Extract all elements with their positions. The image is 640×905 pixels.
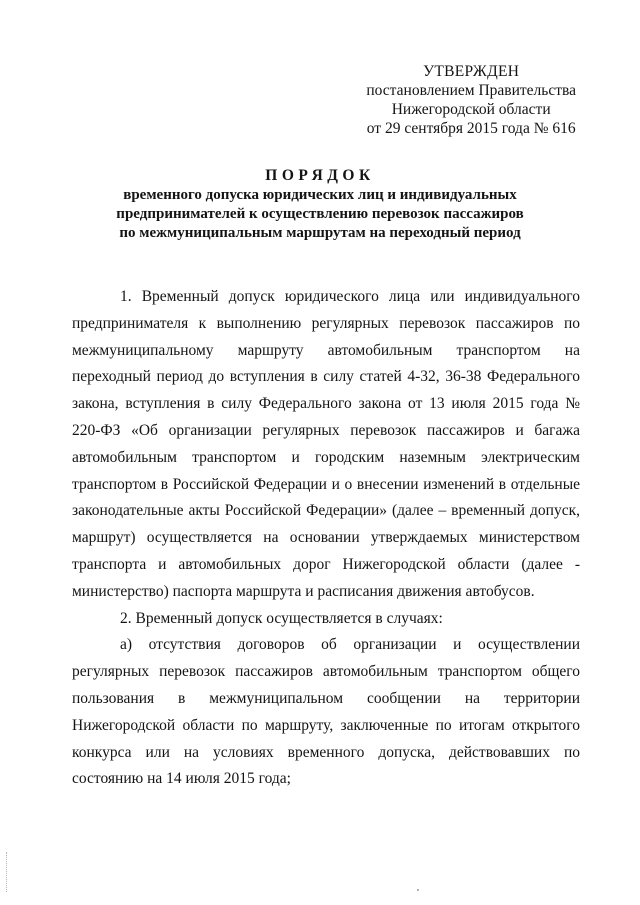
document-heading: ПОРЯДОК xyxy=(265,167,375,184)
document-title xyxy=(70,166,570,243)
scan-margin-mark xyxy=(6,852,8,892)
approval-stamp xyxy=(366,62,576,138)
title-line-1: временного допуска юридических лиц и индивидуальных xyxy=(123,187,517,203)
title-line-3: по межмуниципальным маршрутам на переходный период xyxy=(119,225,521,241)
approval-date-number: от 29 сентября 2015 года № 616 xyxy=(366,120,576,137)
paragraph-1: 1. Временный допуск юридического лица или индивидуального предпринимателя к выполнению регулярных перевозок пассажиров по межмуниципальному маршруту автомобильным транспортом на переходный период до вступления в силу статей 4-32, 36-38 Федерального закона, вступления в силу Федерального закона от 13 июля 2015 года № 220-ФЗ «Об организации регулярных перевозок пассажиров и багажа автомобильным транспортом и городским наземным электрическим транспортом в Российской Федерации и о внесении изменений в отдельные законодательные акты Российской Федерации» (далее – временный допуск, маршрут) осуществляется на основании утверждаемых министерством транспорта и автомобильных дорог Нижегородской области (далее - министерство) паспорта маршрута и расписания движения автобусов. xyxy=(72,288,580,600)
approval-authority: постановлением Правительства xyxy=(366,82,576,99)
scan-speck xyxy=(417,889,419,891)
title-line-2: предпринимателей к осуществлению перевозок пассажиров xyxy=(116,206,524,222)
approved-label: УТВЕРЖДЕН xyxy=(423,63,520,80)
paragraph-2a: а) отсутствия договоров об организации и осуществлении регулярных перевозок пассажиров автомобильным транспортом общего пользования в межмуниципальном сообщении на территории Нижегородской области по маршруту, заключенные по итогам открытого конкурса или на условиях временного допуска, действовавших по состоянию на 14 июля 2015 года; xyxy=(72,636,580,788)
document-body xyxy=(72,284,580,793)
paragraph-2: 2. Временный допуск осуществляется в случаях: xyxy=(120,609,443,627)
approval-region: Нижегородской области xyxy=(391,101,551,118)
